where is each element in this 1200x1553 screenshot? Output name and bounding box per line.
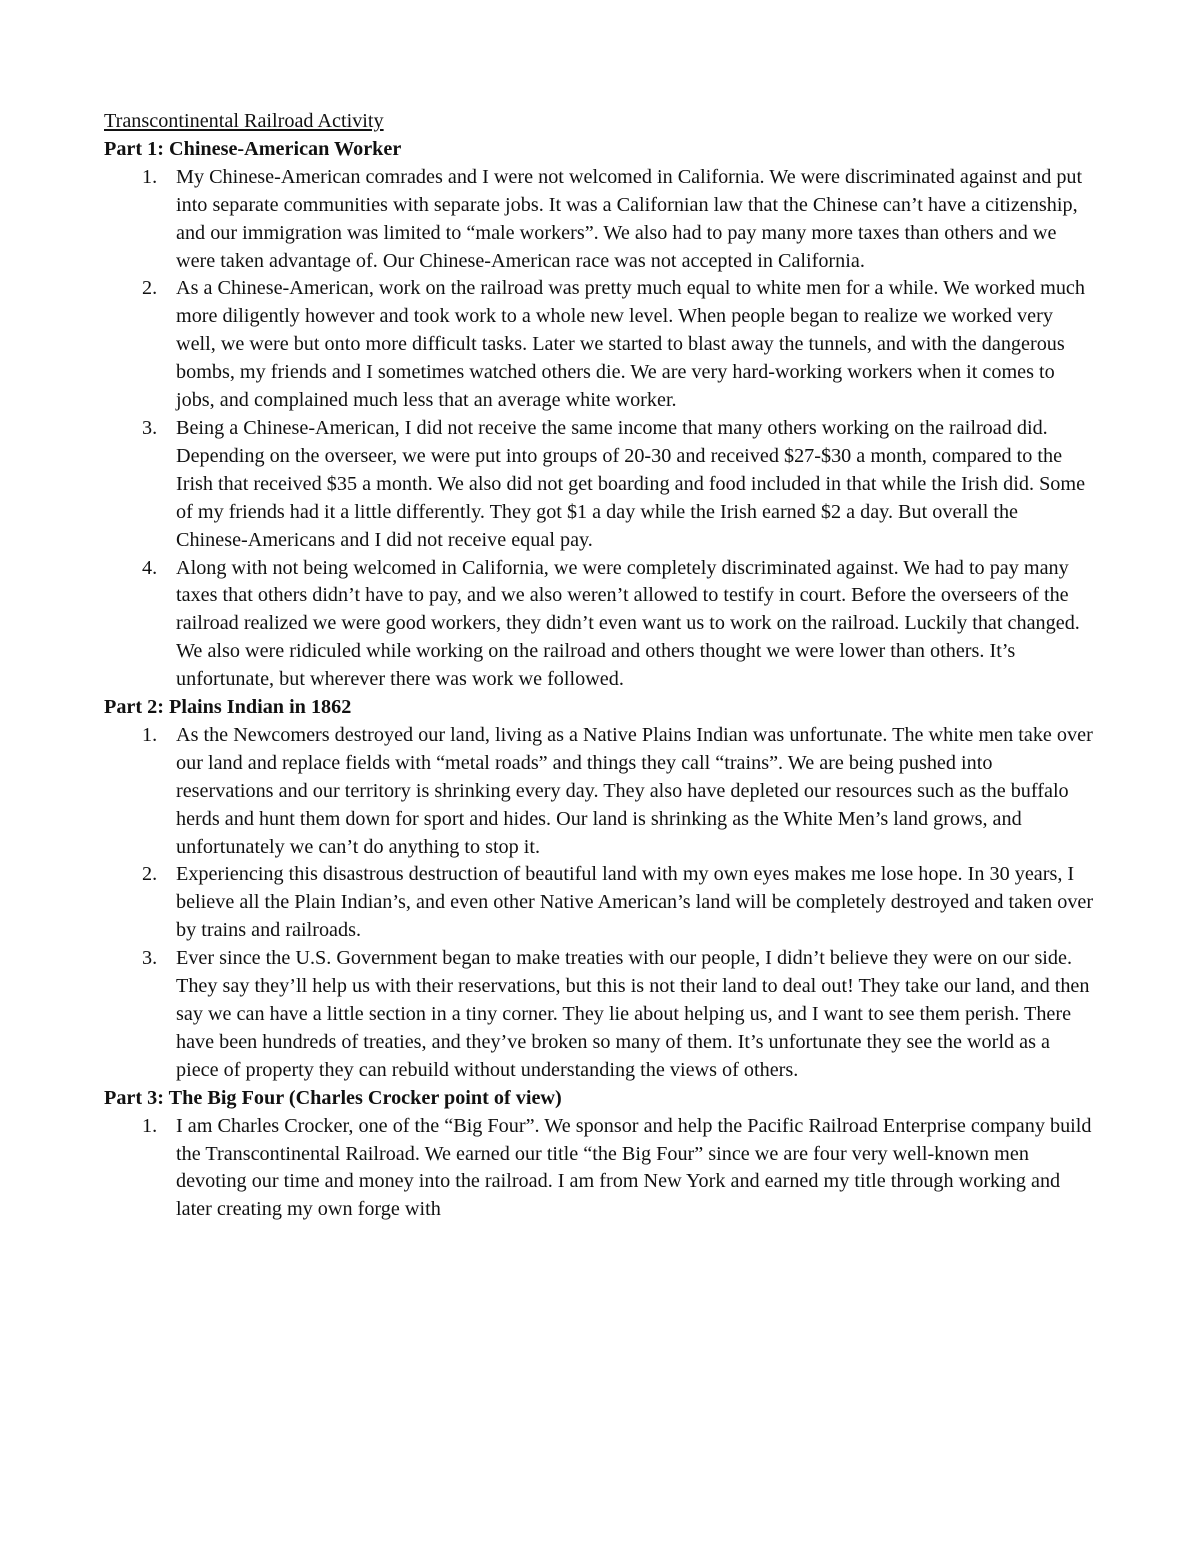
list-item-text: As a Chinese-American, work on the railroad was pretty much equal to white men for a while. We worked much more diligently however and took work to a whole new level. When people began to realize we worked very well, we were but onto more difficult tasks. Later we started to blast away the tunnels, and with the dangerous bombs, my friends and I sometimes watched others die. We are very hard-working workers when it comes to jobs, and complained much less that an average white worker.	[176, 277, 1085, 412]
list-item-number: 2.	[142, 863, 158, 886]
list-item-number: 1.	[142, 165, 158, 188]
list-item	[104, 861, 1094, 945]
section-heading: Part 3: The Big Four (Charles Crocker point of view)	[104, 1086, 562, 1109]
numbered-list	[104, 722, 1094, 1085]
list-item	[104, 555, 1094, 695]
section-part-2	[104, 694, 1094, 1085]
list-item	[104, 164, 1094, 276]
list-item-text: My Chinese-American comrades and I were not welcomed in California. We were discriminated against and put into separate communities with separate jobs. It was a Californian law that the Chinese can’t have a citizenship, and our immigration was limited to “male workers”. We also had to pay many more taxes than others and we were taken advantage of. Our Chinese-American race was not accepted in California.	[176, 165, 1083, 272]
list-item	[104, 1113, 1094, 1225]
list-item-text: I am Charles Crocker, one of the “Big Four”. We sponsor and help the Pacific Railroad Enterprise company build the Transcontinental Railroad. We earned our title “the Big Four” since we are four very well-known men devoting our time and money into the railroad. I am from New York and earned my title through working and later creating my own forge with	[176, 1114, 1092, 1221]
list-item-number: 1.	[142, 1114, 158, 1137]
list-item-number: 2.	[142, 277, 158, 300]
list-item-text: Being a Chinese-American, I did not receive the same income that many others working on the railroad did. Depending on the overseer, we were put into groups of 20-30 and received $27-$30 a month, compared to the Irish that received $35 a month. We also did not get boarding and food included in that while the Irish did. Some of my friends had it a little differently. They got $1 a day while the Irish earned $2 a day. But overall the Chinese-Americans and I did not receive equal pay.	[176, 416, 1086, 551]
list-item-text: Along with not being welcomed in California, we were completely discriminated against. We had to pay many taxes that others didn’t have to pay, and we also weren’t allowed to testify in court. Before the overseers of the railroad realized we were good workers, they didn’t even want us to work on the railroad. Luckily that changed. We also were ridiculed while working on the railroad and others thought we were lower than others. It’s unfortunate, but wherever there was work we followed.	[176, 556, 1080, 691]
list-item-text: As the Newcomers destroyed our land, living as a Native Plains Indian was unfortunate. The white men take over our land and replace fields with “metal roads” and things they call “trains”. We are being pushed into reservations and our territory is shrinking every day. They also have depleted our resources such as the buffalo herds and hunt them down for sport and hides. Our land is shrinking as the White Men’s land grows, and unfortunately we can’t do anything to stop it.	[176, 723, 1093, 858]
section-heading: Part 2: Plains Indian in 1862	[104, 696, 352, 719]
list-item-text: Ever since the U.S. Government began to make treaties with our people, I didn’t believe they were on our side. They say they’ll help us with their reservations, but this is not their land to deal out! They take our land, and then say we can have a little section in a tiny corner. They lie about helping us, and I want to see them perish. There have been hundreds of treaties, and they’ve broken so many of them. It’s unfortunate they see the world as a piece of property they can rebuild without understanding the views of others.	[176, 947, 1090, 1081]
list-item-number: 3.	[142, 416, 158, 439]
list-item	[104, 415, 1094, 555]
section-part-3	[104, 1085, 1094, 1225]
list-item-text: Experiencing this disastrous destruction of beautiful land with my own eyes makes me lose hope. In 30 years, I believe all the Plain Indian’s, and even other Native American’s land will be completely destroyed and taken over by trains and railroads.	[176, 863, 1094, 942]
numbered-list	[104, 164, 1094, 694]
section-part-1	[104, 136, 1094, 694]
list-item	[104, 945, 1094, 1085]
list-item-number: 1.	[142, 723, 158, 746]
document-page	[104, 108, 1094, 1224]
list-item	[104, 722, 1094, 862]
section-heading: Part 1: Chinese-American Worker	[104, 137, 402, 160]
list-item	[104, 275, 1094, 415]
list-item-number: 3.	[142, 947, 158, 970]
document-title: Transcontinental Railroad Activity	[104, 110, 384, 132]
list-item-number: 4.	[142, 556, 158, 579]
numbered-list	[104, 1113, 1094, 1225]
